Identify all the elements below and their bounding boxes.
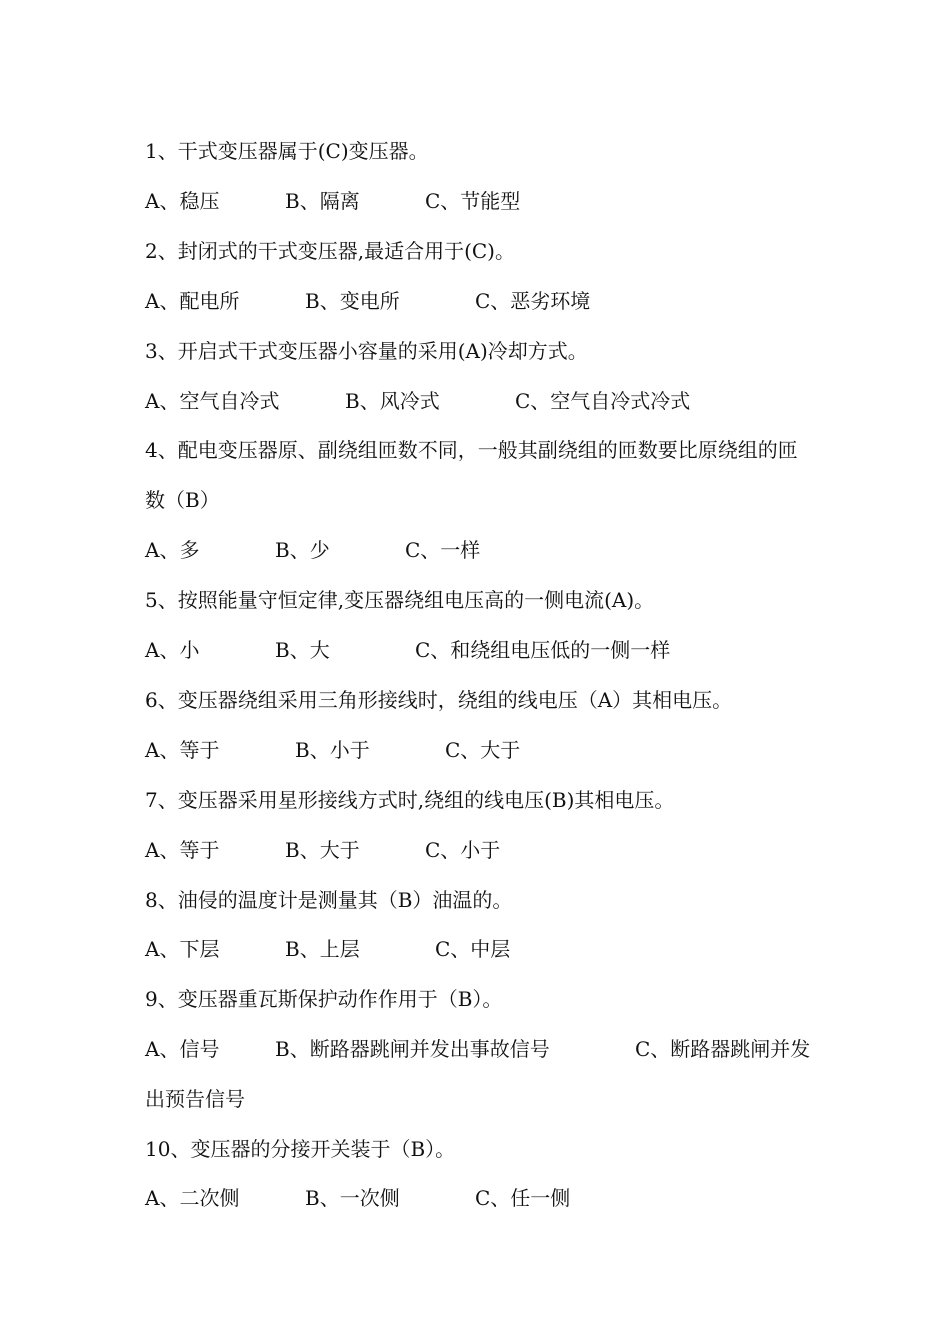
question-6: 6、变压器绕组采用三角形接线时，绕组的线电压（A）其相电压。 xyxy=(145,688,733,712)
option-b: B、大 xyxy=(275,638,330,662)
option-b: B、小于 xyxy=(295,738,370,762)
option-c: C、恶劣环境 xyxy=(475,289,591,313)
option-c: C、和绕组电压低的一侧一样 xyxy=(415,638,671,662)
option-c: C、大于 xyxy=(445,738,521,762)
option-c: C、中层 xyxy=(435,937,511,961)
option-c: C、任一侧 xyxy=(475,1186,571,1210)
option-b: B、上层 xyxy=(285,937,360,961)
option-a: A、配电所 xyxy=(145,289,240,313)
question-4-line-1: 4、配电变压器原、副绕组匝数不同，一般其副绕组的匝数要比原绕组的匝 xyxy=(145,438,798,462)
question-5-options xyxy=(145,630,825,670)
option-a: A、下层 xyxy=(145,937,220,961)
option-c: C、小于 xyxy=(425,838,501,862)
option-b: B、大于 xyxy=(285,838,360,862)
option-b: B、少 xyxy=(275,538,330,562)
question-4-options xyxy=(145,530,825,570)
option-a: A、空气自冷式 xyxy=(145,389,280,413)
option-b: B、变电所 xyxy=(305,289,400,313)
question-2: 2、封闭式的干式变压器,最适合用于(C)。 xyxy=(145,239,515,263)
option-a: A、稳压 xyxy=(145,189,220,213)
question-1: 1、干式变压器属于(C)变压器。 xyxy=(145,139,429,163)
question-10: 10、变压器的分接开关装于（B）。 xyxy=(145,1137,456,1161)
option-c: C、断路器跳闸并发 xyxy=(635,1037,811,1061)
question-8-options xyxy=(145,929,825,969)
question-9-options-continuation: 出预告信号 xyxy=(145,1087,245,1111)
option-a: A、等于 xyxy=(145,738,220,762)
question-8: 8、油侵的温度计是测量其（B）油温的。 xyxy=(145,888,513,912)
option-b: B、风冷式 xyxy=(345,389,440,413)
option-a: A、多 xyxy=(145,538,200,562)
question-7-options xyxy=(145,830,825,870)
option-c: C、空气自冷式冷式 xyxy=(515,389,691,413)
option-b: B、断路器跳闸并发出事故信号 xyxy=(275,1037,550,1061)
option-b: B、一次侧 xyxy=(305,1186,400,1210)
question-2-options xyxy=(145,281,825,321)
option-a: A、小 xyxy=(145,638,200,662)
question-9-options xyxy=(145,1029,825,1069)
option-a: A、二次侧 xyxy=(145,1186,240,1210)
question-6-options xyxy=(145,730,825,770)
question-7: 7、变压器采用星形接线方式时,绕组的线电压(B)其相电压。 xyxy=(145,788,675,812)
question-10-options xyxy=(145,1178,825,1218)
option-c: C、节能型 xyxy=(425,189,521,213)
question-1-options xyxy=(145,181,825,221)
question-3: 3、开启式干式变压器小容量的采用(A)冷却方式。 xyxy=(145,339,588,363)
question-3-options xyxy=(145,381,825,421)
question-5: 5、按照能量守恒定律,变压器绕组电压高的一侧电流(A)。 xyxy=(145,588,655,612)
question-4-line-2: 数（B） xyxy=(145,488,220,512)
option-c: C、一样 xyxy=(405,538,481,562)
option-a: A、等于 xyxy=(145,838,220,862)
question-9: 9、变压器重瓦斯保护动作作用于（B）。 xyxy=(145,987,503,1011)
option-a: A、信号 xyxy=(145,1037,220,1061)
option-b: B、隔离 xyxy=(285,189,360,213)
